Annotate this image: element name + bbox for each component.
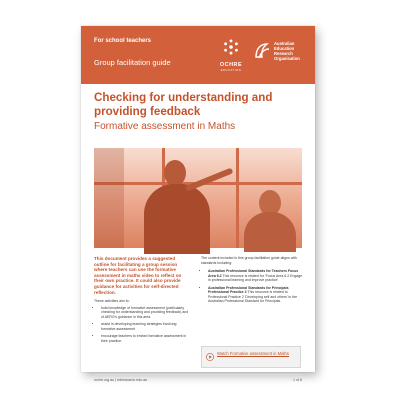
aero-emblem-icon [253, 41, 271, 61]
aero-logo-line: Research [274, 51, 293, 56]
aero-logo-wordmark [274, 41, 300, 61]
left-column [94, 256, 189, 346]
aims-lead: These activities aim to: [94, 299, 130, 304]
standards-lead: The content included in this group facilitation guide aligns with standards including: [201, 256, 297, 265]
standard-name: Australian Professional Standards for Principals Professional Practice 2 [208, 285, 289, 294]
ochre-logo-name: OCHRE [219, 62, 243, 68]
list-item: • assist in developing teaching strategies involving formative assessment [101, 322, 189, 331]
aero-logo-line: Organisation [274, 56, 300, 61]
standard-detail: This resource is related for 'Focus Area 6.2 Engage in professional learning and improve practice'. [208, 273, 303, 282]
ochre-logo-tagline: EDUCATION [220, 69, 242, 72]
list-item: • build knowledge of formative assessment (particularly checking for understanding and providing feedback) and of AERO's guidance in this area [101, 306, 189, 320]
aero-logo-line: Australian [274, 41, 295, 46]
aero-logo-line: Education [274, 46, 295, 51]
watch-video-link[interactable]: Watch Formative assessment in Maths [217, 351, 289, 356]
standard-name: Australian Professional Standards for Teachers Focus Area 6.2 [208, 269, 299, 278]
aims-list [94, 306, 189, 344]
header-banner [81, 26, 315, 84]
page-number: 1 of 6 [293, 378, 302, 382]
list-item [208, 286, 303, 304]
right-column [201, 256, 303, 307]
ochre-emblem-icon [222, 38, 240, 56]
ochre-logo [211, 38, 251, 72]
classroom-photo [94, 148, 302, 248]
document-subtitle: Formative assessment in Maths [94, 121, 236, 132]
standard-detail: This resource is related to Professional Practice 2 'Developing self and others' in the Australian Professional Standard for Principals. [208, 290, 298, 303]
watch-video-box[interactable] [201, 346, 301, 368]
standards-list [201, 269, 303, 304]
intro-text: This document provides a suggested outline for facilitating a group session where teachers can use the formative assessment in maths video to reflect on their own practice. It could also provide guidance for activities for self-directed reflection. [94, 256, 182, 295]
document-page [81, 26, 315, 382]
list-item [208, 269, 303, 283]
document-title: Checking for understanding and providing feedback [94, 91, 273, 118]
footer-websites[interactable]: ochre.org.au | edresearch.edu.au [94, 378, 148, 382]
audience-label: For school teachers [94, 38, 152, 44]
footer-divider [94, 374, 302, 375]
aero-logo [253, 41, 311, 71]
list-item: • encourage teachers to embed formative assessment in their practice. [101, 334, 189, 343]
guide-type-label: Group facilitation guide [94, 58, 171, 67]
play-icon[interactable] [206, 353, 214, 361]
